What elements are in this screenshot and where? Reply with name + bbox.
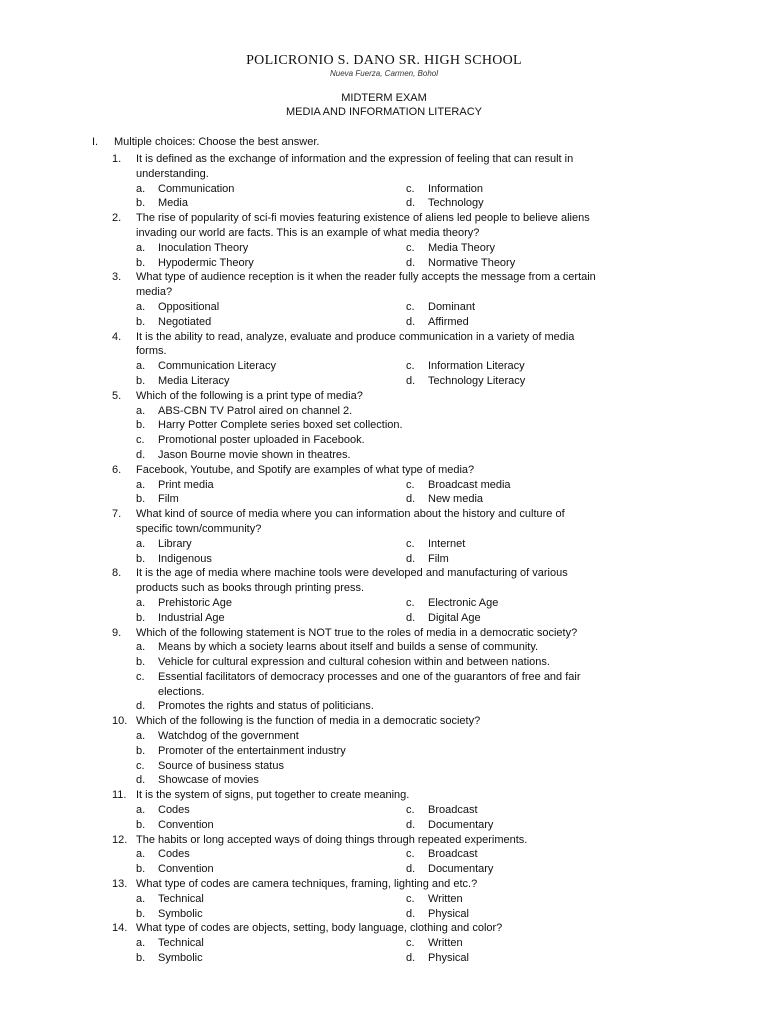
option-letter: c. — [406, 537, 415, 550]
option-text: Convention — [158, 863, 214, 876]
option-text: Physical — [428, 952, 469, 965]
answer-option — [406, 818, 493, 833]
option-text: Showcase of movies — [158, 774, 259, 787]
question-item — [0, 833, 768, 877]
option-letter: c. — [406, 804, 415, 817]
option-text: New media — [428, 493, 484, 506]
option-letter: c. — [406, 300, 415, 313]
question-item — [0, 463, 768, 507]
option-text: Inoculation Theory — [158, 241, 249, 254]
question-text: The rise of popularity of sci-fi movies featuring existence of aliens led people to believe aliens — [136, 212, 590, 225]
option-row — [0, 315, 768, 330]
option-row — [0, 596, 768, 611]
answer-option — [136, 640, 538, 655]
option-row — [0, 773, 768, 788]
answer-option — [136, 359, 276, 374]
answer-option — [406, 182, 483, 197]
question-item — [0, 270, 768, 329]
option-text: Written — [428, 892, 463, 905]
question-number: 9. — [112, 626, 122, 639]
option-row — [0, 418, 768, 433]
answer-option — [136, 404, 352, 419]
question-number: 6. — [112, 463, 122, 476]
option-row — [0, 241, 768, 256]
option-text: Information Literacy — [428, 360, 525, 373]
option-text: Codes — [158, 848, 190, 861]
option-row-continued — [0, 685, 768, 700]
option-letter: b. — [136, 952, 146, 965]
answer-option — [136, 759, 284, 774]
question-text: products such as books through printing press. — [136, 582, 365, 595]
option-row — [0, 670, 768, 685]
option-letter: c. — [406, 360, 415, 373]
option-text: Oppositional — [158, 300, 220, 313]
option-row — [0, 892, 768, 907]
question-text: It is the system of signs, put together to create meaning. — [136, 789, 410, 802]
option-letter: c. — [406, 848, 415, 861]
answer-option — [136, 803, 190, 818]
option-letter: d. — [136, 700, 146, 713]
question-text: The habits or long accepted ways of doing things through repeated experiments. — [136, 833, 528, 846]
option-row — [0, 300, 768, 315]
answer-option — [136, 892, 204, 907]
option-letter: d. — [406, 907, 416, 920]
option-row — [0, 196, 768, 211]
option-row — [0, 655, 768, 670]
option-row — [0, 862, 768, 877]
option-text: Codes — [158, 804, 190, 817]
answer-option — [136, 596, 232, 611]
option-letter: a. — [136, 478, 146, 491]
option-text-continued: elections. — [158, 685, 205, 698]
answer-option — [136, 847, 190, 862]
question-item — [0, 626, 768, 715]
option-letter: b. — [136, 256, 146, 269]
option-row — [0, 907, 768, 922]
option-letter: b. — [136, 907, 146, 920]
option-letter: d. — [406, 863, 416, 876]
question-number: 11. — [112, 789, 127, 802]
answer-option — [136, 862, 214, 877]
option-row — [0, 818, 768, 833]
answer-option — [136, 315, 211, 330]
school-name: POLICRONIO S. DANO SR. HIGH SCHOOL — [246, 53, 522, 68]
option-letter: d. — [406, 374, 416, 387]
option-text: Symbolic — [158, 907, 203, 920]
option-letter: a. — [136, 892, 146, 905]
option-text: Prehistoric Age — [158, 596, 232, 609]
option-letter: c. — [406, 937, 415, 950]
answer-option — [136, 818, 214, 833]
answer-option — [136, 448, 351, 463]
question-text: media? — [136, 286, 173, 299]
question-text: What type of audience reception is it when the reader fully accepts the message from a certain — [136, 271, 596, 284]
answer-option — [406, 256, 515, 271]
option-row — [0, 611, 768, 626]
option-row — [0, 492, 768, 507]
question-item — [0, 389, 768, 463]
answer-option — [406, 478, 511, 493]
option-text: Watchdog of the government — [158, 730, 299, 743]
option-letter: d. — [406, 493, 416, 506]
option-text: Technology Literacy — [428, 374, 526, 387]
option-letter: d. — [406, 952, 416, 965]
question-item — [0, 877, 768, 921]
option-letter: c. — [406, 478, 415, 491]
option-row — [0, 537, 768, 552]
question-number: 14. — [112, 922, 128, 935]
answer-option — [136, 537, 192, 552]
option-text: Promotional poster uploaded in Facebook. — [158, 434, 365, 447]
question-item — [0, 714, 768, 788]
option-letter: b. — [136, 656, 146, 669]
question-text: Which of the following is the function of media in a democratic society? — [136, 715, 481, 728]
question-item — [0, 152, 768, 211]
question-text: What kind of source of media where you can information about the history and culture of — [136, 508, 565, 521]
option-text: Written — [428, 937, 463, 950]
option-row — [0, 951, 768, 966]
answer-option — [406, 552, 449, 567]
option-text: ABS-CBN TV Patrol aired on channel 2. — [158, 404, 353, 417]
option-text: Communication Literacy — [158, 360, 276, 373]
option-letter: d. — [406, 818, 416, 831]
answer-option — [136, 951, 203, 966]
option-letter: c. — [406, 892, 415, 905]
question-text: forms. — [136, 345, 167, 358]
answer-option — [136, 433, 365, 448]
option-letter: a. — [136, 730, 146, 743]
answer-option — [136, 300, 219, 315]
option-text: Film — [158, 493, 179, 506]
answer-option — [136, 374, 230, 389]
answer-option — [406, 862, 493, 877]
question-number: 5. — [112, 389, 122, 402]
question-text: Which of the following is a print type of media? — [136, 389, 363, 402]
option-text: Digital Age — [428, 611, 481, 624]
answer-option — [136, 729, 299, 744]
option-row — [0, 699, 768, 714]
option-letter: d. — [406, 552, 416, 565]
option-letter: a. — [136, 804, 146, 817]
answer-option — [136, 936, 204, 951]
option-text: Convention — [158, 818, 214, 831]
option-letter: d. — [406, 315, 416, 328]
option-letter: a. — [136, 360, 146, 373]
option-row — [0, 847, 768, 862]
option-text: Broadcast — [428, 804, 478, 817]
option-text: Technical — [158, 937, 204, 950]
option-row — [0, 729, 768, 744]
answer-option — [406, 892, 463, 907]
option-row — [0, 478, 768, 493]
question-text: It is the age of media where machine tools were developed and manufacturing of various — [136, 567, 568, 580]
answer-option — [136, 256, 254, 271]
question-item — [0, 566, 768, 625]
section-heading — [92, 136, 319, 148]
question-number: 8. — [112, 567, 122, 580]
option-letter: b. — [136, 493, 146, 506]
option-row — [0, 640, 768, 655]
question-text: understanding. — [136, 167, 209, 180]
question-number: 12. — [112, 833, 128, 846]
answer-option — [406, 315, 469, 330]
question-text: What type of codes are camera techniques, framing, lighting and etc.? — [136, 878, 478, 891]
option-text: Promotes the rights and status of politicians. — [158, 700, 374, 713]
option-text: Information — [428, 182, 484, 195]
option-letter: b. — [136, 374, 146, 387]
question-number: 7. — [112, 508, 122, 521]
option-letter: d. — [136, 774, 146, 787]
answer-option — [406, 359, 525, 374]
option-letter: a. — [136, 641, 146, 654]
answer-option — [406, 951, 469, 966]
option-text: Vehicle for cultural expression and cultural cohesion within and between nations. — [158, 656, 550, 669]
question-item — [0, 788, 768, 832]
option-text: Physical — [428, 907, 469, 920]
question-item — [0, 211, 768, 270]
answer-option — [136, 670, 581, 685]
option-text: Essential facilitators of democracy processes and one of the guarantors of free and fair — [158, 670, 581, 683]
answer-option — [136, 773, 259, 788]
option-row — [0, 404, 768, 419]
option-row — [0, 936, 768, 951]
answer-option — [406, 374, 525, 389]
option-text: Communication — [158, 182, 235, 195]
question-text: specific town/community? — [136, 522, 262, 535]
question-number: 13. — [112, 878, 128, 891]
option-letter: c. — [406, 241, 415, 254]
option-letter: b. — [136, 419, 146, 432]
option-text: Hypodermic Theory — [158, 256, 254, 269]
answer-option — [406, 611, 481, 626]
answer-option — [406, 847, 478, 862]
option-letter: a. — [136, 241, 146, 254]
exam-title: MIDTERM EXAM — [341, 92, 427, 104]
answer-option — [406, 300, 475, 315]
option-row — [0, 759, 768, 774]
question-item — [0, 330, 768, 389]
option-letter: c. — [406, 596, 415, 609]
option-text: Industrial Age — [158, 611, 225, 624]
option-text: Film — [428, 552, 449, 565]
question-text: What type of codes are objects, setting, body language, clothing and color? — [136, 922, 503, 935]
option-text: Media — [158, 197, 188, 210]
question-text: It is defined as the exchange of information and the expression of feeling that can result in — [136, 153, 574, 165]
section-number: I. — [92, 136, 99, 148]
section-instruction: Multiple choices: Choose the best answer. — [114, 136, 320, 148]
option-letter: a. — [136, 300, 146, 313]
option-text: Documentary — [428, 863, 494, 876]
option-row — [0, 433, 768, 448]
question-list — [0, 152, 768, 966]
question-item — [0, 507, 768, 566]
exam-subject: MEDIA AND INFORMATION LITERACY — [286, 106, 482, 118]
answer-option — [136, 182, 234, 197]
question-text: Facebook, Youtube, and Spotify are examples of what type of media? — [136, 463, 475, 476]
option-text: Broadcast media — [428, 478, 511, 491]
question-text: invading our world are facts. This is an example of what media theory? — [136, 226, 480, 239]
option-text: Technology — [428, 197, 484, 210]
option-letter: d. — [406, 611, 416, 624]
question-number: 4. — [112, 330, 122, 343]
option-text: Promoter of the entertainment industry — [158, 744, 346, 757]
question-number: 1. — [112, 153, 122, 165]
option-row — [0, 256, 768, 271]
question-number: 3. — [112, 271, 122, 284]
question-text: Which of the following statement is NOT true to the roles of media in a democratic society? — [136, 626, 578, 639]
option-letter: a. — [136, 937, 146, 950]
option-letter: b. — [136, 863, 146, 876]
answer-option — [406, 596, 498, 611]
option-text: Means by which a society learns about itself and builds a sense of community. — [158, 641, 539, 654]
option-text: Media Literacy — [158, 374, 230, 387]
option-letter: a. — [136, 404, 146, 417]
answer-option — [406, 241, 495, 256]
option-letter: d. — [136, 448, 146, 461]
answer-option — [406, 803, 478, 818]
option-text: Normative Theory — [428, 256, 516, 269]
option-letter: c. — [406, 182, 415, 195]
option-row — [0, 803, 768, 818]
option-text: Harry Potter Complete series boxed set collection. — [158, 419, 403, 432]
question-item — [0, 921, 768, 965]
option-row — [0, 359, 768, 374]
option-row — [0, 552, 768, 567]
option-letter: d. — [406, 197, 416, 210]
option-letter: a. — [136, 537, 146, 550]
option-letter: b. — [136, 315, 146, 328]
option-text: Symbolic — [158, 952, 203, 965]
answer-option — [136, 744, 346, 759]
answer-option — [136, 552, 212, 567]
option-text: Library — [158, 537, 192, 550]
option-letter: c. — [136, 434, 145, 447]
answer-option — [406, 196, 484, 211]
answer-option — [136, 478, 214, 493]
answer-option — [136, 418, 403, 433]
option-letter: b. — [136, 552, 146, 565]
option-text: Documentary — [428, 818, 494, 831]
option-letter: c. — [136, 759, 145, 772]
option-letter: a. — [136, 182, 146, 195]
school-address: Nueva Fuerza, Carmen, Bohol — [329, 69, 439, 78]
option-letter: d. — [406, 256, 416, 269]
answer-option — [406, 537, 465, 552]
answer-option — [136, 241, 248, 256]
option-letter: b. — [136, 744, 146, 757]
question-text: It is the ability to read, analyze, evaluate and produce communication in a variety of media — [136, 330, 575, 343]
option-text: Technical — [158, 892, 204, 905]
answer-option — [136, 492, 179, 507]
answer-option — [406, 907, 469, 922]
option-text: Broadcast — [428, 848, 478, 861]
option-text: Negotiated — [158, 315, 212, 328]
option-letter: a. — [136, 848, 146, 861]
option-text: Media Theory — [428, 241, 496, 254]
option-letter: b. — [136, 611, 146, 624]
option-letter: a. — [136, 596, 146, 609]
answer-option — [136, 699, 374, 714]
option-letter: b. — [136, 818, 146, 831]
option-row — [0, 374, 768, 389]
question-number: 10. — [112, 715, 128, 728]
answer-option — [406, 936, 463, 951]
answer-option — [136, 655, 550, 670]
answer-option — [136, 196, 188, 211]
option-row — [0, 182, 768, 197]
option-text: Jason Bourne movie shown in theatres. — [158, 448, 351, 461]
option-text: Print media — [158, 478, 214, 491]
answer-option — [406, 492, 483, 507]
option-text: Indigenous — [158, 552, 212, 565]
answer-option — [136, 611, 225, 626]
option-letter: b. — [136, 197, 146, 210]
option-row — [0, 448, 768, 463]
option-text: Dominant — [428, 300, 476, 313]
option-text: Internet — [428, 537, 466, 550]
option-row — [0, 744, 768, 759]
option-text: Affirmed — [428, 315, 469, 328]
option-text: Electronic Age — [428, 596, 499, 609]
answer-option — [136, 907, 203, 922]
question-number: 2. — [112, 212, 122, 225]
option-text: Source of business status — [158, 759, 284, 772]
option-letter: c. — [136, 670, 145, 683]
